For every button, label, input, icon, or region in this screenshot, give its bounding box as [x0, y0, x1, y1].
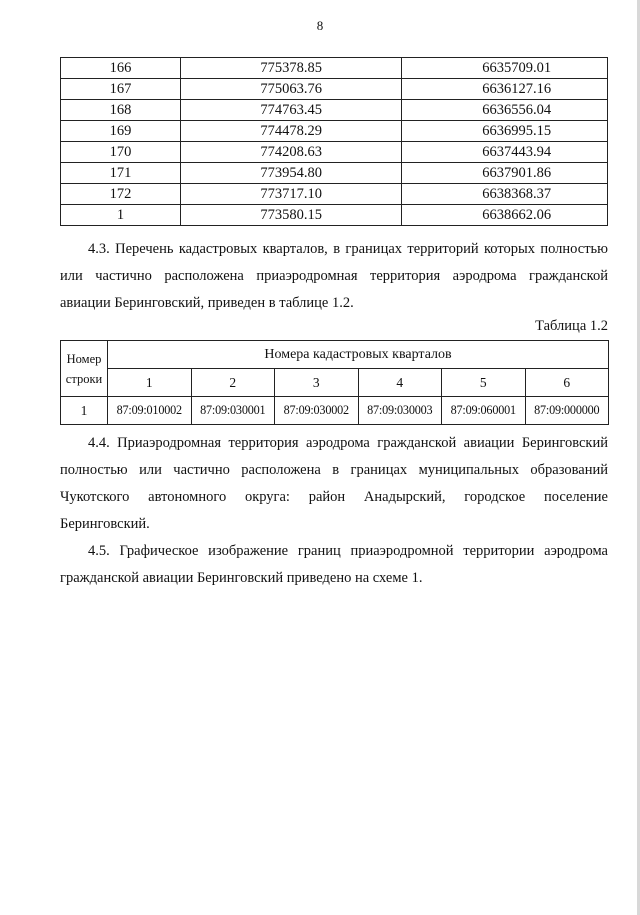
point-number: 166 — [61, 58, 181, 79]
column-number: 6 — [525, 369, 609, 397]
table-row — [61, 142, 608, 163]
cadastral-number: 87:09:030003 — [358, 397, 442, 425]
coord-y: 6636995.15 — [402, 121, 608, 142]
row-number: 1 — [61, 397, 108, 425]
cadastral-number: 87:09:030002 — [275, 397, 359, 425]
column-number: 1 — [108, 369, 192, 397]
coordinates-table — [60, 57, 608, 226]
table-caption: Таблица 1.2 — [535, 318, 608, 334]
coord-x: 774763.45 — [181, 100, 402, 121]
table-header-row — [61, 341, 609, 369]
cadastral-number: 87:09:010002 — [108, 397, 192, 425]
table-row — [61, 79, 608, 100]
point-number: 169 — [61, 121, 181, 142]
coord-y: 6637901.86 — [402, 163, 608, 184]
coord-y: 6636556.04 — [402, 100, 608, 121]
cadastral-number: 87:09:060001 — [442, 397, 526, 425]
cadastral-number: 87:09:030001 — [191, 397, 275, 425]
column-number: 3 — [275, 369, 359, 397]
point-number: 167 — [61, 79, 181, 100]
table-row — [61, 397, 609, 425]
column-number: 2 — [191, 369, 275, 397]
coord-y: 6638368.37 — [402, 184, 608, 205]
table-row — [61, 58, 608, 79]
coord-x: 773717.10 — [181, 184, 402, 205]
coord-x: 774208.63 — [181, 142, 402, 163]
coord-x: 773580.15 — [181, 205, 402, 226]
coord-x: 774478.29 — [181, 121, 402, 142]
coord-y: 6635709.01 — [402, 58, 608, 79]
table-row — [61, 121, 608, 142]
table-row — [61, 163, 608, 184]
column-number: 5 — [442, 369, 526, 397]
coord-x: 773954.80 — [181, 163, 402, 184]
coord-y: 6637443.94 — [402, 142, 608, 163]
coord-x: 775063.76 — [181, 79, 402, 100]
point-number: 1 — [61, 205, 181, 226]
cadastral-number: 87:09:000000 — [525, 397, 609, 425]
cadastral-quarters-table — [60, 340, 609, 425]
group-header: Номера кадастровых кварталов — [108, 341, 609, 369]
coord-y: 6636127.16 — [402, 79, 608, 100]
table-column-numbers-row — [61, 369, 609, 397]
paragraph-4-3: 4.3. Перечень кадастровых кварталов, в границах территорий которых полностью или частично расположена приаэродромная территория аэродрома гражданской авиации Беринговский, приведен в таблице 1.2. — [60, 241, 608, 311]
paragraph-4-5: 4.5. Графическое изображение границ приаэродромной территории аэродрома гражданской авиации Беринговский приведено на схеме 1. — [60, 543, 608, 586]
table-row — [61, 100, 608, 121]
point-number: 172 — [61, 184, 181, 205]
row-number-header: Номер строки — [61, 341, 108, 397]
column-number: 4 — [358, 369, 442, 397]
point-number: 171 — [61, 163, 181, 184]
table-row — [61, 205, 608, 226]
coord-x: 775378.85 — [181, 58, 402, 79]
coord-y: 6638662.06 — [402, 205, 608, 226]
table-row — [61, 184, 608, 205]
page-number: 8 — [316, 18, 324, 33]
point-number: 168 — [61, 100, 181, 121]
point-number: 170 — [61, 142, 181, 163]
paragraph-4-4: 4.4. Приаэродромная территория аэродрома гражданской авиации Беринговский полностью или частично расположена в границах муниципальных образований Чукотского автономного округа: район Анадырский, городское поселение Беринговский. — [60, 435, 608, 532]
